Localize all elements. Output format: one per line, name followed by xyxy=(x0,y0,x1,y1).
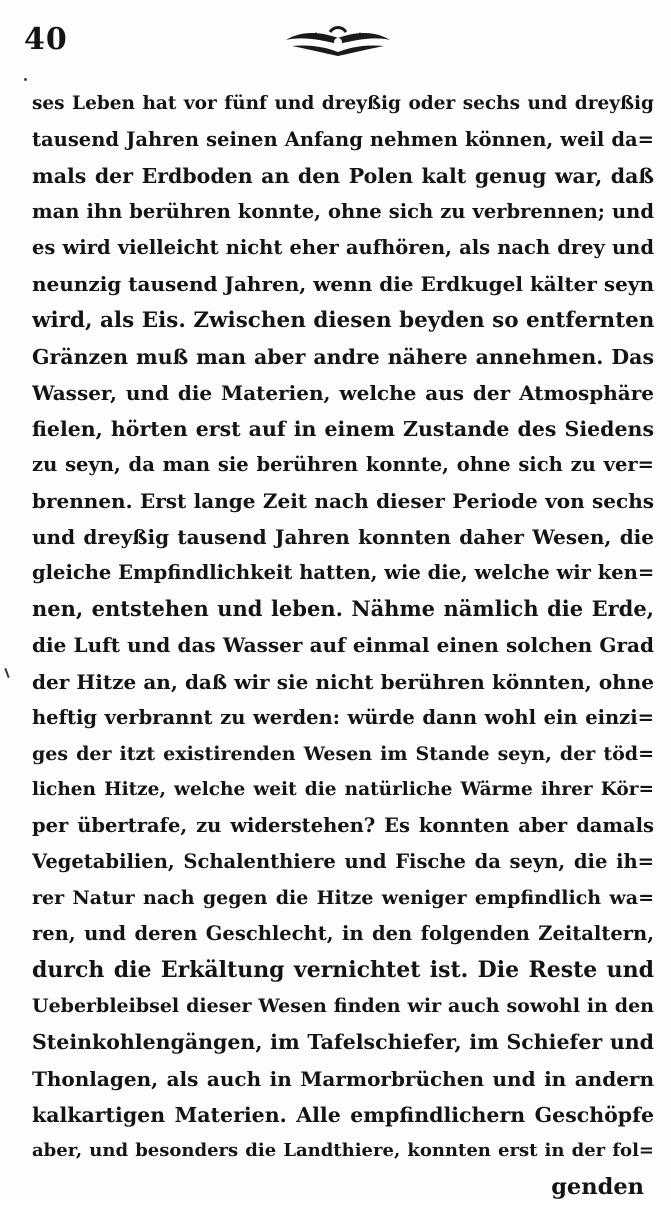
text-line: heftig verbrannt zu werden: würde dann wohl ein einzi= xyxy=(32,705,654,729)
margin-speck xyxy=(24,78,27,81)
page-header xyxy=(0,0,671,70)
text-line: ses Leben hat vor fünf und dreyßig oder sechs und dreyßig xyxy=(32,93,654,114)
body-text xyxy=(32,86,654,1205)
text-line: lichen Hitze, welche weit die natürliche Wärme ihrer Kör= xyxy=(32,778,654,800)
text-line: durch die Erkältung vernichtet ist. Die Reste und xyxy=(32,957,654,984)
page-number: 40 xyxy=(24,22,68,57)
text-line: mals der Erdboden an den Polen kalt genug war, daß xyxy=(32,164,654,189)
text-line: neunzig tausend Jahren, wenn die Erdkugel kälter seyn xyxy=(32,272,654,297)
text-line: die Luft und das Wasser auf einmal einen solchen Grad xyxy=(32,633,654,658)
printer-ornament-icon xyxy=(282,22,394,58)
text-line: nen, entstehen und leben. Nähme nämlich die Erde, xyxy=(32,596,654,622)
text-line: gleiche Empfindlichkeit hatten, wie die, welche wir ken= xyxy=(32,561,654,585)
catchword: genden xyxy=(551,1173,644,1200)
text-line: Gränzen muß man aber andre nähere annehmen. Das xyxy=(32,344,654,369)
text-line: tausend Jahren seinen Anfang nehmen können, weil da= xyxy=(32,128,654,152)
text-line: und dreyßig tausend Jahren konnten daher Wesen, die xyxy=(32,525,654,550)
text-line: wird, als Eis. Zwischen diesen beyden so entfernten xyxy=(32,307,654,333)
text-line: der Hitze an, daß wir sie nicht berühren könnten, ohne xyxy=(32,669,654,694)
text-line: ges der itzt existirenden Wesen im Stande seyn, der töd= xyxy=(32,742,654,765)
margin-speck xyxy=(4,668,9,678)
text-line: zu seyn, da man sie berühren konnte, ohne sich zu ver= xyxy=(32,452,654,476)
text-line: man ihn berühren konnte, ohne sich zu verbrennen; und xyxy=(32,200,654,224)
text-line: Ueberbleibsel dieser Wesen finden wir auch sowohl in den xyxy=(32,995,654,1018)
text-line: brennen. Erst lange Zeit nach dieser Periode von sechs xyxy=(32,489,654,514)
text-line: Steinkohlengängen, im Tafelschiefer, im Schiefer und xyxy=(32,1030,654,1055)
text-line: Vegetabilien, Schalenthiere und Fische da seyn, die ih= xyxy=(32,849,654,873)
text-line: es wird vielleicht nicht eher aufhören, als nach drey und xyxy=(32,236,654,260)
text-line: fielen, hörten erst auf in einem Zustande des Siedens xyxy=(32,416,654,441)
text-line: rer Natur nach gegen die Hitze weniger empfindlich wa= xyxy=(32,887,654,910)
text-line: kalkartigen Materien. Alle empfindlichern Geschöpfe xyxy=(32,1102,654,1127)
text-line: per übertrafe, zu widerstehen? Es konnten aber damals xyxy=(32,813,654,837)
text-line: ren, und deren Geschlecht, in den folgenden Zeitaltern, xyxy=(32,922,654,946)
text-line: aber, und besonders die Landthiere, konnten erst in der fol= xyxy=(32,1139,654,1161)
text-line: Wasser, und die Materien, welche aus der Atmosphäre xyxy=(32,380,654,405)
text-line: Thonlagen, als auch in Marmorbrüchen und in andern xyxy=(32,1066,654,1091)
